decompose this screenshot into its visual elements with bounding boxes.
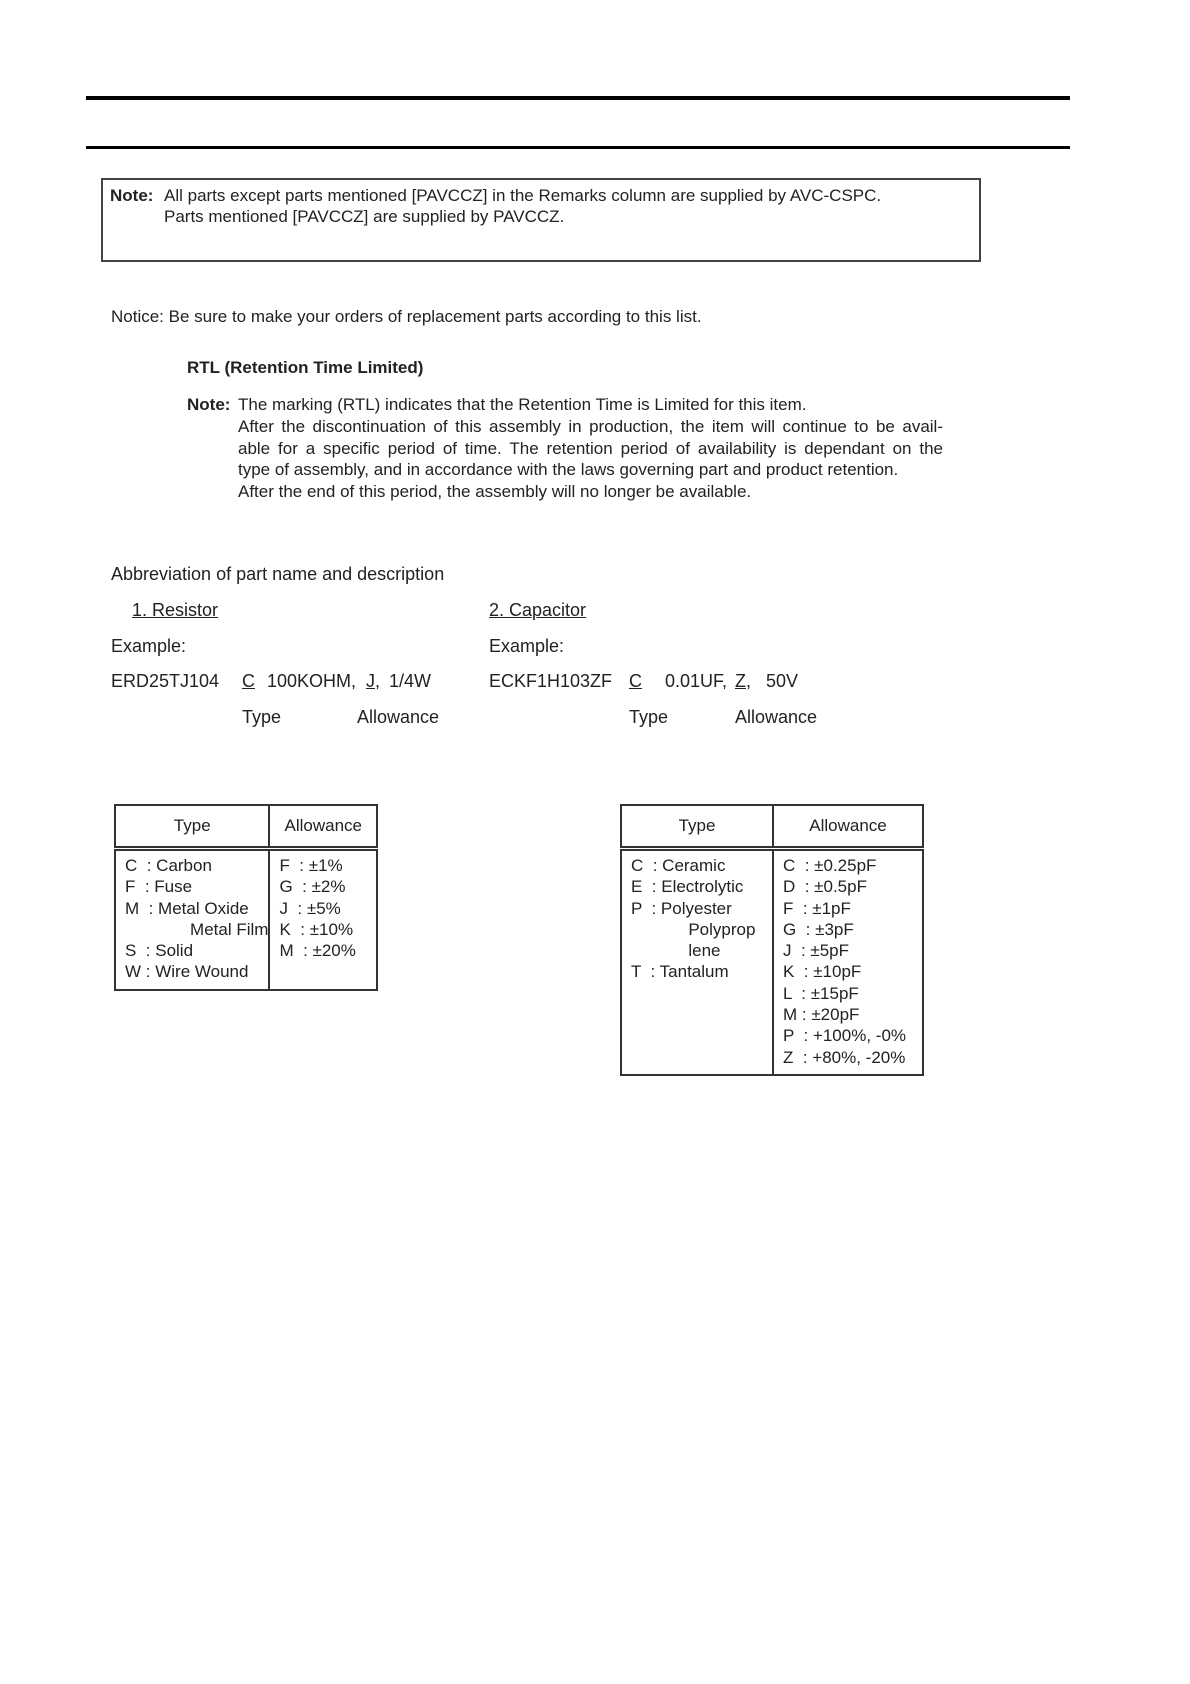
supply-note-line1: All parts except parts mentioned [PAVCCZ] in the Remarks column are supplied by AVC-CSPC. [164, 186, 882, 205]
capacitor-allowance-item: L : ±15pF [783, 983, 859, 1003]
resistor-type-item: C : Carbon [125, 856, 212, 875]
capacitor-allowance-label: Allowance [735, 707, 818, 727]
rtl-line-3: able for a specific period of time. The retention period of availability is dependant on the [238, 438, 943, 458]
rtl-paragraph [238, 416, 943, 502]
top-rule [86, 96, 1070, 100]
capacitor-table-type-header: Type [621, 805, 773, 849]
rtl-line-1: The marking (RTL) indicates that the Retention Time is Limited for this item. [238, 395, 807, 414]
resistor-type-label: Type [242, 707, 282, 727]
resistor-allowance-label: Allowance [357, 707, 440, 727]
capacitor-allowance-item: J : ±5pF [783, 941, 850, 961]
resistor-abbreviation-table [114, 804, 378, 991]
resistor-type-item: F : Fuse [125, 877, 193, 897]
capacitor-type-code: C [629, 671, 642, 691]
resistor-allowance-list [269, 849, 377, 990]
resistor-example-label: Example: [111, 636, 187, 656]
rtl-line-5: After the end of this period, the assembly will no longer be available. [238, 481, 752, 501]
capacitor-rating: 50V [766, 671, 799, 691]
capacitor-title: 2. Capacitor [489, 600, 587, 620]
resistor-type-list [115, 849, 269, 990]
capacitor-table-allowance-header: Allowance [773, 805, 923, 849]
capacitor-abbreviation-table [620, 804, 924, 1076]
capacitor-allowance-item: F : ±1pF [783, 898, 851, 918]
resistor-value: 100KOHM, [267, 671, 357, 691]
resistor-allowance-code: J, [366, 671, 381, 691]
resistor-title: 1. Resistor [132, 600, 219, 620]
resistor-rating: 1/4W [389, 671, 432, 691]
capacitor-allowance-item: P : +100%, -0% [783, 1026, 907, 1046]
capacitor-type-item: C : Ceramic [631, 856, 726, 875]
rtl-line-4: type of assembly, and in accordance with the laws governing part and product retention. [238, 460, 899, 479]
capacitor-type-item: lene [660, 941, 721, 961]
resistor-allowance-item: F : ±1% [279, 856, 343, 875]
resistor-allowance-item: G : ±2% [279, 877, 346, 897]
rtl-line-2: After the discontinuation of this assembly in production, the item will continue to be avail- [238, 417, 943, 436]
resistor-type-item: Metal Film [157, 919, 269, 939]
capacitor-part-number: ECKF1H103ZF [489, 671, 613, 691]
rtl-note-label: Note: [187, 395, 231, 414]
capacitor-example-label: Example: [489, 636, 565, 656]
capacitor-allowance-item: C : ±0.25pF [783, 856, 877, 875]
capacitor-type-item: E : Electrolytic [631, 877, 744, 897]
capacitor-allowance-code: Z, [735, 671, 751, 691]
resistor-allowance-item: K : ±10% [279, 919, 354, 939]
capacitor-type-item: P : Polyester [631, 898, 732, 918]
resistor-type-item: W : Wire Wound [125, 962, 249, 982]
capacitor-value: 0.01UF, [665, 671, 728, 691]
resistor-table-type-header: Type [115, 805, 269, 849]
second-rule [86, 146, 1070, 149]
order-notice: Notice: Be sure to make your orders of replacement parts according to this list. [111, 307, 702, 326]
abbreviation-heading: Abbreviation of part name and description [111, 564, 445, 584]
capacitor-allowance-item: G : ±3pF [783, 919, 854, 939]
resistor-part-number: ERD25TJ104 [111, 671, 220, 691]
resistor-allowance-item: J : ±5% [279, 898, 341, 918]
supply-note-label: Note: [110, 186, 154, 205]
supply-note-line2: Parts mentioned [PAVCCZ] are supplied by PAVCCZ. [164, 207, 565, 226]
capacitor-type-item: T : Tantalum [631, 962, 729, 982]
capacitor-allowance-item: K : ±10pF [783, 962, 862, 982]
capacitor-allowance-item: D : ±0.5pF [783, 877, 867, 897]
capacitor-type-list [621, 849, 773, 1075]
capacitor-allowance-item: Z : +80%, -20% [783, 1047, 906, 1067]
capacitor-type-label: Type [629, 707, 669, 727]
capacitor-type-item: Polyprop [660, 919, 756, 939]
resistor-table-allowance-header: Allowance [269, 805, 377, 849]
capacitor-allowance-list [773, 849, 923, 1075]
capacitor-allowance-item: M : ±20pF [783, 1005, 860, 1025]
resistor-type-item: S : Solid [125, 941, 194, 961]
rtl-heading: RTL (Retention Time Limited) [187, 358, 424, 377]
resistor-allowance-item: M : ±20% [279, 941, 356, 961]
resistor-type-code: C [242, 671, 255, 691]
resistor-type-item: M : Metal Oxide [125, 898, 249, 918]
